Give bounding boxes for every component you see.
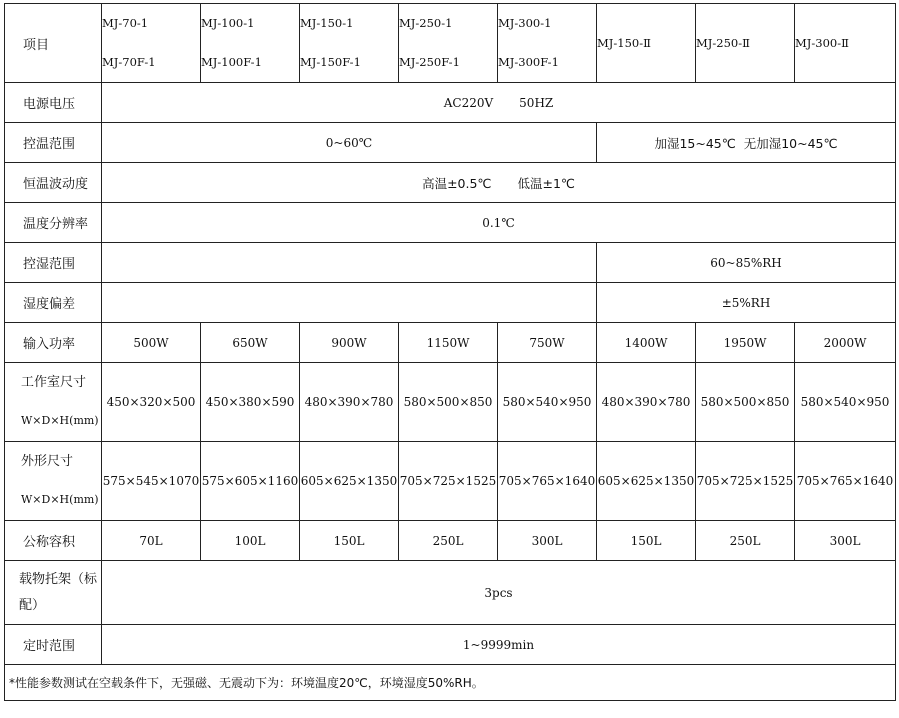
row-label: 控湿范围 — [5, 243, 102, 283]
power-cell: 750W — [498, 323, 597, 363]
chamber-cell: 480×390×780 — [597, 363, 696, 442]
outer-cell: 705×765×1640 — [498, 442, 597, 521]
humid-range-left — [102, 243, 597, 283]
low-temp-fluct: 低温±1℃ — [517, 175, 575, 191]
power-cell: 650W — [201, 323, 300, 363]
model-cell: MJ-150-Ⅱ — [597, 4, 696, 83]
row-label: 湿度偏差 — [5, 283, 102, 323]
humid-dev-row — [5, 283, 896, 323]
volume-cell: 300L — [795, 521, 896, 561]
row-label: 恒温波动度 — [5, 163, 102, 203]
row-label — [5, 363, 102, 442]
model-cell — [201, 4, 300, 83]
frequency: 50HZ — [519, 95, 554, 110]
volume-row — [5, 521, 896, 561]
outer-cell: 705×725×1525 — [399, 442, 498, 521]
humid-range-right: 60~85%RH — [597, 243, 896, 283]
chamber-cell: 580×500×850 — [399, 363, 498, 442]
model-cell — [399, 4, 498, 83]
outer-cell: 575×605×1160 — [201, 442, 300, 521]
power-cell: 1400W — [597, 323, 696, 363]
model-bottom: MJ-150F-1 — [300, 55, 361, 69]
input-power-row — [5, 323, 896, 363]
shelves-row — [5, 561, 896, 625]
temp-fluct-value — [102, 163, 896, 203]
power-cell: 900W — [300, 323, 399, 363]
chamber-cell: 480×390×780 — [300, 363, 399, 442]
humid-range-row — [5, 243, 896, 283]
dimension-unit: W×D×H(mm) — [21, 493, 99, 506]
model-top: MJ-70-1 — [102, 16, 149, 30]
model-cell — [102, 4, 201, 83]
row-label: 载物托架（标配） — [5, 561, 102, 625]
volume-cell: 250L — [696, 521, 795, 561]
temp-range-right — [597, 123, 896, 163]
humid-dev-right: ±5%RH — [597, 283, 896, 323]
shelves-value: 3pcs — [102, 561, 896, 625]
row-label: 温度分辨率 — [5, 203, 102, 243]
non-humidified-range: 无加湿10~45℃ — [743, 135, 838, 151]
humidified-range: 加湿15~45℃ — [654, 135, 736, 151]
spec-table — [4, 3, 896, 701]
volume-cell: 250L — [399, 521, 498, 561]
model-top: MJ-300-1 — [498, 16, 552, 30]
temp-range-left: 0~60℃ — [102, 123, 597, 163]
chamber-size-row — [5, 363, 896, 442]
model-cell: MJ-300-Ⅱ — [795, 4, 896, 83]
temp-res-value: 0.1℃ — [102, 203, 896, 243]
chamber-cell: 450×320×500 — [102, 363, 201, 442]
model-cell — [300, 4, 399, 83]
power-cell: 1950W — [696, 323, 795, 363]
outer-cell: 605×625×1350 — [597, 442, 696, 521]
note-row — [5, 665, 896, 701]
chamber-cell: 580×540×950 — [795, 363, 896, 442]
model-top: MJ-150-1 — [300, 16, 354, 30]
model-bottom: MJ-70F-1 — [102, 55, 156, 69]
model-top: MJ-250-1 — [399, 16, 453, 30]
row-label: 输入功率 — [5, 323, 102, 363]
row-label: 定时范围 — [5, 625, 102, 665]
chamber-size-label: 工作室尺寸 — [21, 375, 87, 390]
model-top: MJ-100-1 — [201, 16, 255, 30]
model-bottom: MJ-100F-1 — [201, 55, 262, 69]
dimension-unit: W×D×H(mm) — [21, 414, 99, 427]
volume-cell: 150L — [597, 521, 696, 561]
chamber-cell: 580×540×950 — [498, 363, 597, 442]
volume-cell: 70L — [102, 521, 201, 561]
footnote: *性能参数测试在空载条件下，无强磁、无震动下为：环境温度20℃，环境湿度50%RH。 — [5, 665, 896, 701]
row-label — [5, 442, 102, 521]
chamber-cell: 580×500×850 — [696, 363, 795, 442]
humid-dev-left — [102, 283, 597, 323]
temp-fluct-row — [5, 163, 896, 203]
outer-size-label: 外形尺寸 — [21, 454, 74, 469]
chamber-cell: 450×380×590 — [201, 363, 300, 442]
power-cell: 500W — [102, 323, 201, 363]
power-supply-row — [5, 83, 896, 123]
temp-range-row — [5, 123, 896, 163]
outer-cell: 705×765×1640 — [795, 442, 896, 521]
power-cell: 1150W — [399, 323, 498, 363]
volume-cell: 300L — [498, 521, 597, 561]
outer-cell: 605×625×1350 — [300, 442, 399, 521]
outer-size-row — [5, 442, 896, 521]
voltage: AC220V — [443, 95, 494, 110]
model-bottom: MJ-300F-1 — [498, 55, 559, 69]
item-header: 项目 — [5, 4, 102, 83]
outer-cell: 575×545×1070 — [102, 442, 201, 521]
timer-row — [5, 625, 896, 665]
volume-cell: 150L — [300, 521, 399, 561]
temp-res-row — [5, 203, 896, 243]
volume-cell: 100L — [201, 521, 300, 561]
outer-cell: 705×725×1525 — [696, 442, 795, 521]
timer-value: 1~9999min — [102, 625, 896, 665]
high-temp-fluct: 高温±0.5℃ — [422, 175, 492, 191]
power-supply-value — [102, 83, 896, 123]
header-row — [5, 4, 896, 83]
model-bottom: MJ-250F-1 — [399, 55, 460, 69]
model-cell — [498, 4, 597, 83]
row-label: 控温范围 — [5, 123, 102, 163]
power-cell: 2000W — [795, 323, 896, 363]
row-label: 电源电压 — [5, 83, 102, 123]
row-label: 公称容积 — [5, 521, 102, 561]
model-cell: MJ-250-Ⅱ — [696, 4, 795, 83]
